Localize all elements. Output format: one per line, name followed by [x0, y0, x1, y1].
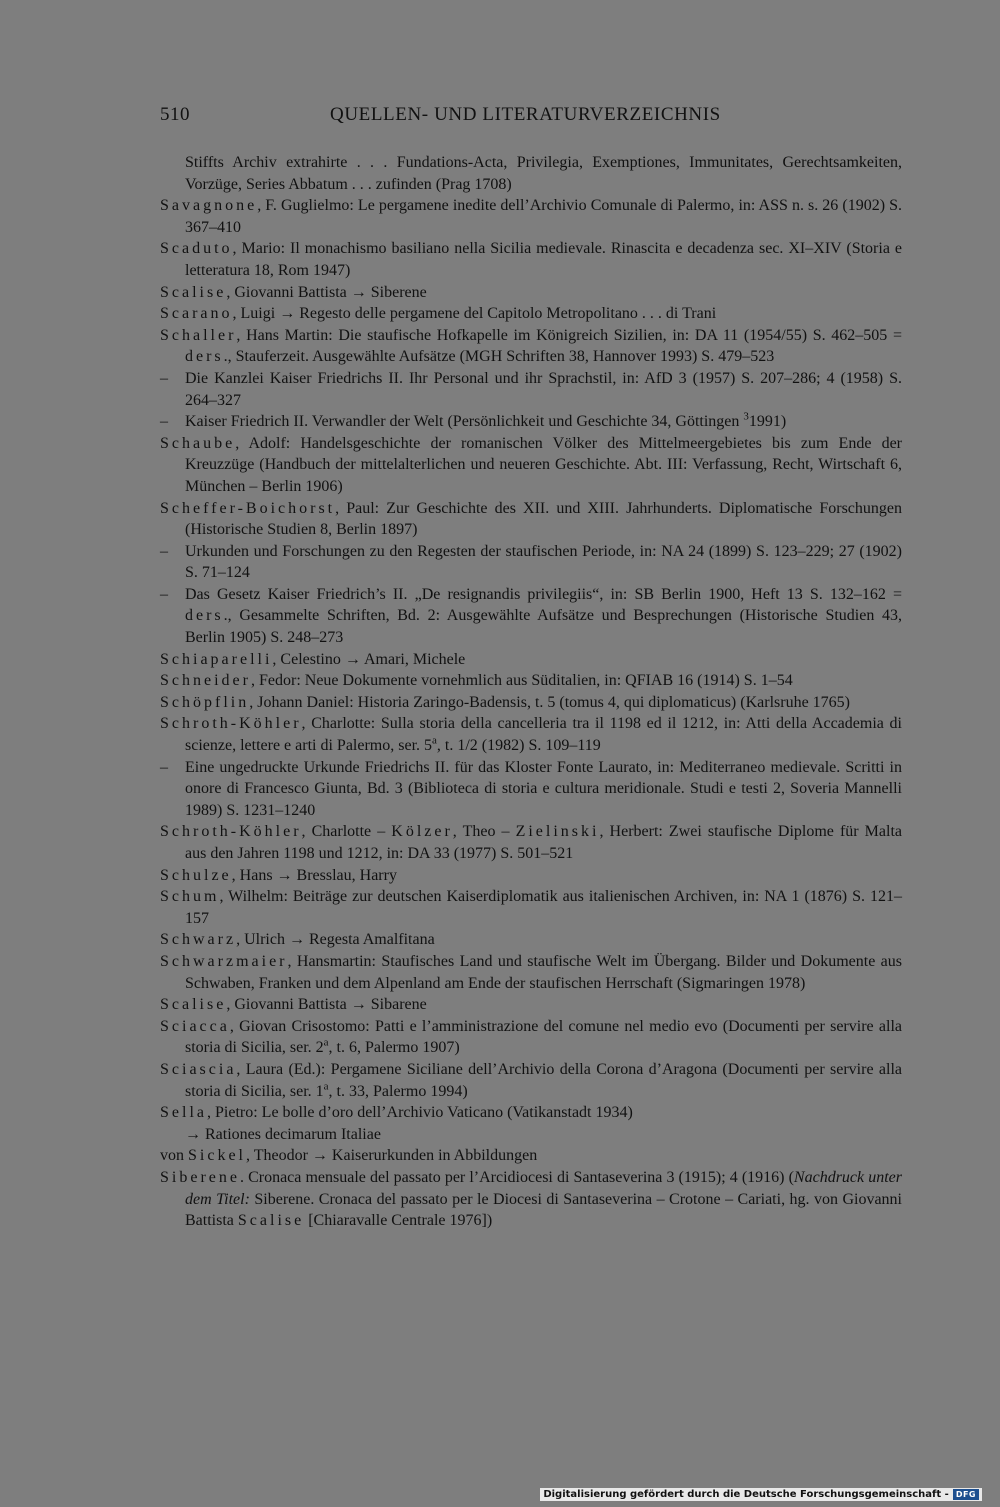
footer-credit — [540, 1488, 982, 1501]
bibliography-entry — [160, 282, 902, 304]
author-name: ders — [185, 348, 224, 366]
entry-text: von — [160, 1147, 188, 1165]
page-number: 510 — [160, 104, 190, 125]
bibliography-entry — [160, 994, 902, 1016]
entry-text: [Chiaravalle Centrale 1976]) — [304, 1212, 493, 1230]
bibliography-entry — [160, 1102, 902, 1124]
bibliography-entry — [160, 1016, 902, 1059]
author-name: Siberene — [160, 1168, 240, 1186]
bibliography-entry — [160, 865, 902, 887]
author-name: Schroth-Köhler — [160, 715, 302, 733]
bibliography-entry — [160, 1124, 902, 1146]
entry-text: 1991) — [748, 413, 787, 431]
entry-text: , Mario: Il monachismo basiliano nella Sicilia medievale. Rinascita e decadenza sec. XI–XIV (Storia e letteratura 18, Rom 1947) — [185, 240, 902, 279]
dash-marker: – — [160, 758, 168, 776]
entry-text: , Theo – — [452, 823, 516, 841]
author-name: Schroth-Köhler — [160, 823, 302, 841]
author-name: Schiaparelli — [160, 650, 273, 668]
entry-text: , Adolf: Handelsgeschichte der romanischen Völker des Mittelmeergebietes bis zum Ende der Kreuzzüge (Handbuch der mittelalterlichen und neueren Geschichte. Abt. III: Verfassung, Recht, Wirtschaft 6, München – Berlin 1906) — [185, 434, 902, 495]
bibliography-subentry — [160, 541, 902, 584]
author-name: Schaube — [160, 434, 236, 452]
entry-text: , Herbert: Zwei staufische Diplome für Malta aus den Jahren 1198 und 1212, in: DA 33 (1977) S. 501–521 — [185, 823, 902, 862]
entry-text: Stiffts Archiv extrahirte . . . Fundations-Acta, Privilegia, Exemptiones, Immunitates, Gerechtsamkeiten, Vorzüge, Series Abbatum . . . zufinden (Prag 1708) — [185, 154, 902, 193]
entry-text: ., Gesammelte Schriften, Bd. 2: Ausgewählte Aufsätze und Besprechungen (Historische Studien 43, Berlin 1905) S. 248–273 — [185, 607, 902, 647]
entry-text: , Giovan Crisostomo: Patti e l’amministrazione del comune nel medio evo (Documenti per servire alla storia di Sicilia, ser. 2 — [185, 1017, 902, 1057]
entry-text: , Hans Martin: Die staufische Hofkapelle im Königreich Sizilien, in: DA 11 (1954/55) S. 462–505 = — [236, 326, 902, 344]
entry-text: a — [323, 1080, 329, 1093]
entry-text: Eine ungedruckte Urkunde Friedrichs II. für das Kloster Fonte Laurato, in: Mediterraneo medievale. Scritti in onore di Francesco Giunta, Bd. 3 (Biblioteca di storia e cultura meridionale. Studi e testi 2, Soveria Mannelli 1989) S. 1231–1240 — [185, 758, 902, 819]
author-name: Zielinski — [515, 823, 600, 841]
bibliography-entry — [160, 433, 902, 498]
entry-text: , F. Guglielmo: Le pergamene inedite dell’Archivio Comunale di Palermo, in: ASS n. s. 26 (1902) S. 367–410 — [185, 197, 902, 236]
entry-text: , t. 1/2 (1982) S. 109–119 — [436, 737, 601, 755]
author-name: Sciacca — [160, 1017, 230, 1035]
bibliography-entry — [160, 152, 902, 195]
entry-text: 3 — [743, 410, 749, 423]
entry-text: , Johann Daniel: Historia Zaringo-Badensis, t. 5 (tomus 4, qui diplomaticus) (Karlsruhe 1765) — [249, 693, 850, 711]
entry-text: Das Gesetz Kaiser Friedrich’s II. „De resignandis privilegiis“, in: SB Berlin 1900, Heft 13 S. 132–162 = — [185, 585, 902, 603]
entry-text: → Rationes decimarum Italiae — [185, 1125, 381, 1143]
footer-text: Digitalisierung gefördert durch die Deutsche Forschungsgemeinschaft - — [543, 1489, 949, 1500]
author-name: Schum — [160, 888, 220, 906]
entry-text: Nachdruck unter dem Titel: — [185, 1168, 902, 1208]
bibliography-entry — [160, 951, 902, 994]
bibliography-subentry — [160, 368, 902, 411]
entry-text: , Theodor → Kaiserurkunden in Abbildungen — [246, 1147, 538, 1165]
entry-text: , Celestino → Amari, Michele — [272, 650, 466, 668]
bibliography-entry — [160, 238, 902, 281]
author-name: Schulze — [160, 866, 232, 884]
entry-text: , Pietro: Le bolle d’oro dell’Archivio Vaticano (Vatikanstadt 1934) — [207, 1104, 633, 1122]
author-name: Schwarz — [160, 931, 237, 949]
bibliography-entry — [160, 498, 902, 541]
author-name: Scaduto — [160, 240, 233, 258]
entry-text: , Giovanni Battista → Sibarene — [226, 996, 427, 1014]
bibliography-subentry — [160, 411, 902, 433]
author-name: Scalise — [160, 996, 227, 1014]
bibliography-subentry — [160, 584, 902, 649]
entry-text: , Ulrich → Regesta Amalfitana — [236, 931, 435, 949]
author-name: Scheffer-Boichorst — [160, 499, 336, 517]
bibliography-entry — [160, 670, 902, 692]
bibliography-entry — [160, 692, 902, 714]
bibliography-entry — [160, 195, 902, 238]
bibliography-entry — [160, 1059, 902, 1102]
dash-marker: – — [160, 413, 168, 431]
entry-text: , Charlotte – — [301, 823, 392, 841]
entry-text: a — [323, 1037, 329, 1050]
author-name: Scalise — [237, 1212, 305, 1230]
bibliography-entry — [160, 929, 902, 951]
bibliography-entry — [160, 649, 902, 671]
author-name: Sella — [160, 1104, 207, 1122]
author-name: Sciascia — [160, 1060, 237, 1078]
entry-text: . Cronaca mensuale del passato per l’Arcidiocesi di Santaseverina 3 (1915); 4 (1916) ( — [239, 1168, 794, 1186]
bibliography-list — [160, 152, 902, 1232]
dash-marker: – — [160, 585, 168, 603]
dash-marker: – — [160, 369, 168, 387]
dash-marker: – — [160, 542, 168, 560]
author-name: Kölzer — [391, 823, 453, 841]
author-name: Schneider — [160, 672, 251, 690]
bibliography-entry — [160, 821, 902, 864]
entry-text: a — [432, 734, 437, 747]
bibliography-entry — [160, 1167, 902, 1232]
entry-text: , Luigi → Regesto delle pergamene del Capitolo Metropolitano . . . di Trani — [232, 305, 717, 323]
bibliography-entry — [160, 303, 902, 325]
dfg-logo-icon: DFG — [953, 1489, 979, 1500]
entry-text: , Charlotte: Sulla storia della cancelleria tra il 1198 ed il 1212, in: Atti della Accademia di scienze, lettere e arti di Palermo, ser. 5 — [185, 715, 902, 755]
entry-text: , Wilhelm: Beiträge zur deutschen Kaiserdiplomatik aus italienischen Archiven, in: NA 1 (1876) S. 121–157 — [185, 888, 902, 927]
author-name: Sickel — [188, 1147, 246, 1165]
entry-text: , t. 6, Palermo 1907) — [328, 1039, 460, 1057]
entry-text: , Giovanni Battista → Siberene — [226, 283, 427, 301]
bibliography-entry — [160, 325, 902, 368]
entry-text: Siberene. Cronaca del passato per le Diocesi di Santaseverina – Crotone – Cariati, hg. von Giovanni Battista — [185, 1190, 902, 1230]
entry-text: ., Stauferzeit. Ausgewählte Aufsätze (MGH Schriften 38, Hannover 1993) S. 479–523 — [223, 348, 775, 366]
author-name: ders — [185, 607, 224, 625]
author-name: Scalise — [160, 283, 227, 301]
bibliography-entry — [160, 886, 902, 929]
entry-text: , Laura (Ed.): Pergamene Siciliane dell’Archivio della Corona d’Aragona (Documenti per servire alla storia di Sicilia, ser. 1 — [185, 1060, 902, 1100]
author-name: Schwarzmaier — [160, 952, 288, 970]
entry-text: , Fedor: Neue Dokumente vornehmlich aus Süditalien, in: QFIAB 16 (1914) S. 1–54 — [250, 672, 793, 690]
bibliography-entry — [160, 713, 902, 756]
entry-text: , Hansmartin: Staufisches Land und staufische Welt im Übergang. Bilder und Dokumente aus Schwaben, Franken und dem Alpenland am Ende der staufischen Herrschaft (Sigmaringen 1978) — [185, 952, 902, 992]
running-head: QUELLEN- UND LITERATURVERZEICHNIS — [330, 104, 721, 125]
author-name: Schaller — [160, 326, 237, 344]
author-name: Savagnone — [160, 197, 258, 215]
bibliography-subentry — [160, 757, 902, 822]
author-name: Schöpflin — [160, 693, 250, 711]
entry-text: Die Kanzlei Kaiser Friedrichs II. Ihr Personal und ihr Sprachstil, in: AfD 3 (1957) S. 207–286; 4 (1958) S. 264–327 — [185, 369, 902, 409]
entry-text: Kaiser Friedrich II. Verwandler der Welt (Persönlichkeit und Geschichte 34, Göttingen — [185, 413, 744, 431]
entry-text: , Hans → Bresslau, Harry — [231, 866, 397, 884]
author-name: Scarano — [160, 305, 233, 323]
entry-text: , Paul: Zur Geschichte des XII. und XIII. Jahrhunderts. Diplomatische Forschungen (Historische Studien 8, Berlin 1897) — [185, 499, 902, 539]
entry-text: , t. 33, Palermo 1994) — [328, 1082, 468, 1100]
bibliography-entry — [160, 1145, 902, 1167]
entry-text: Urkunden und Forschungen zu den Regesten der staufischen Periode, in: NA 24 (1899) S. 123–229; 27 (1902) S. 71–124 — [185, 542, 902, 582]
